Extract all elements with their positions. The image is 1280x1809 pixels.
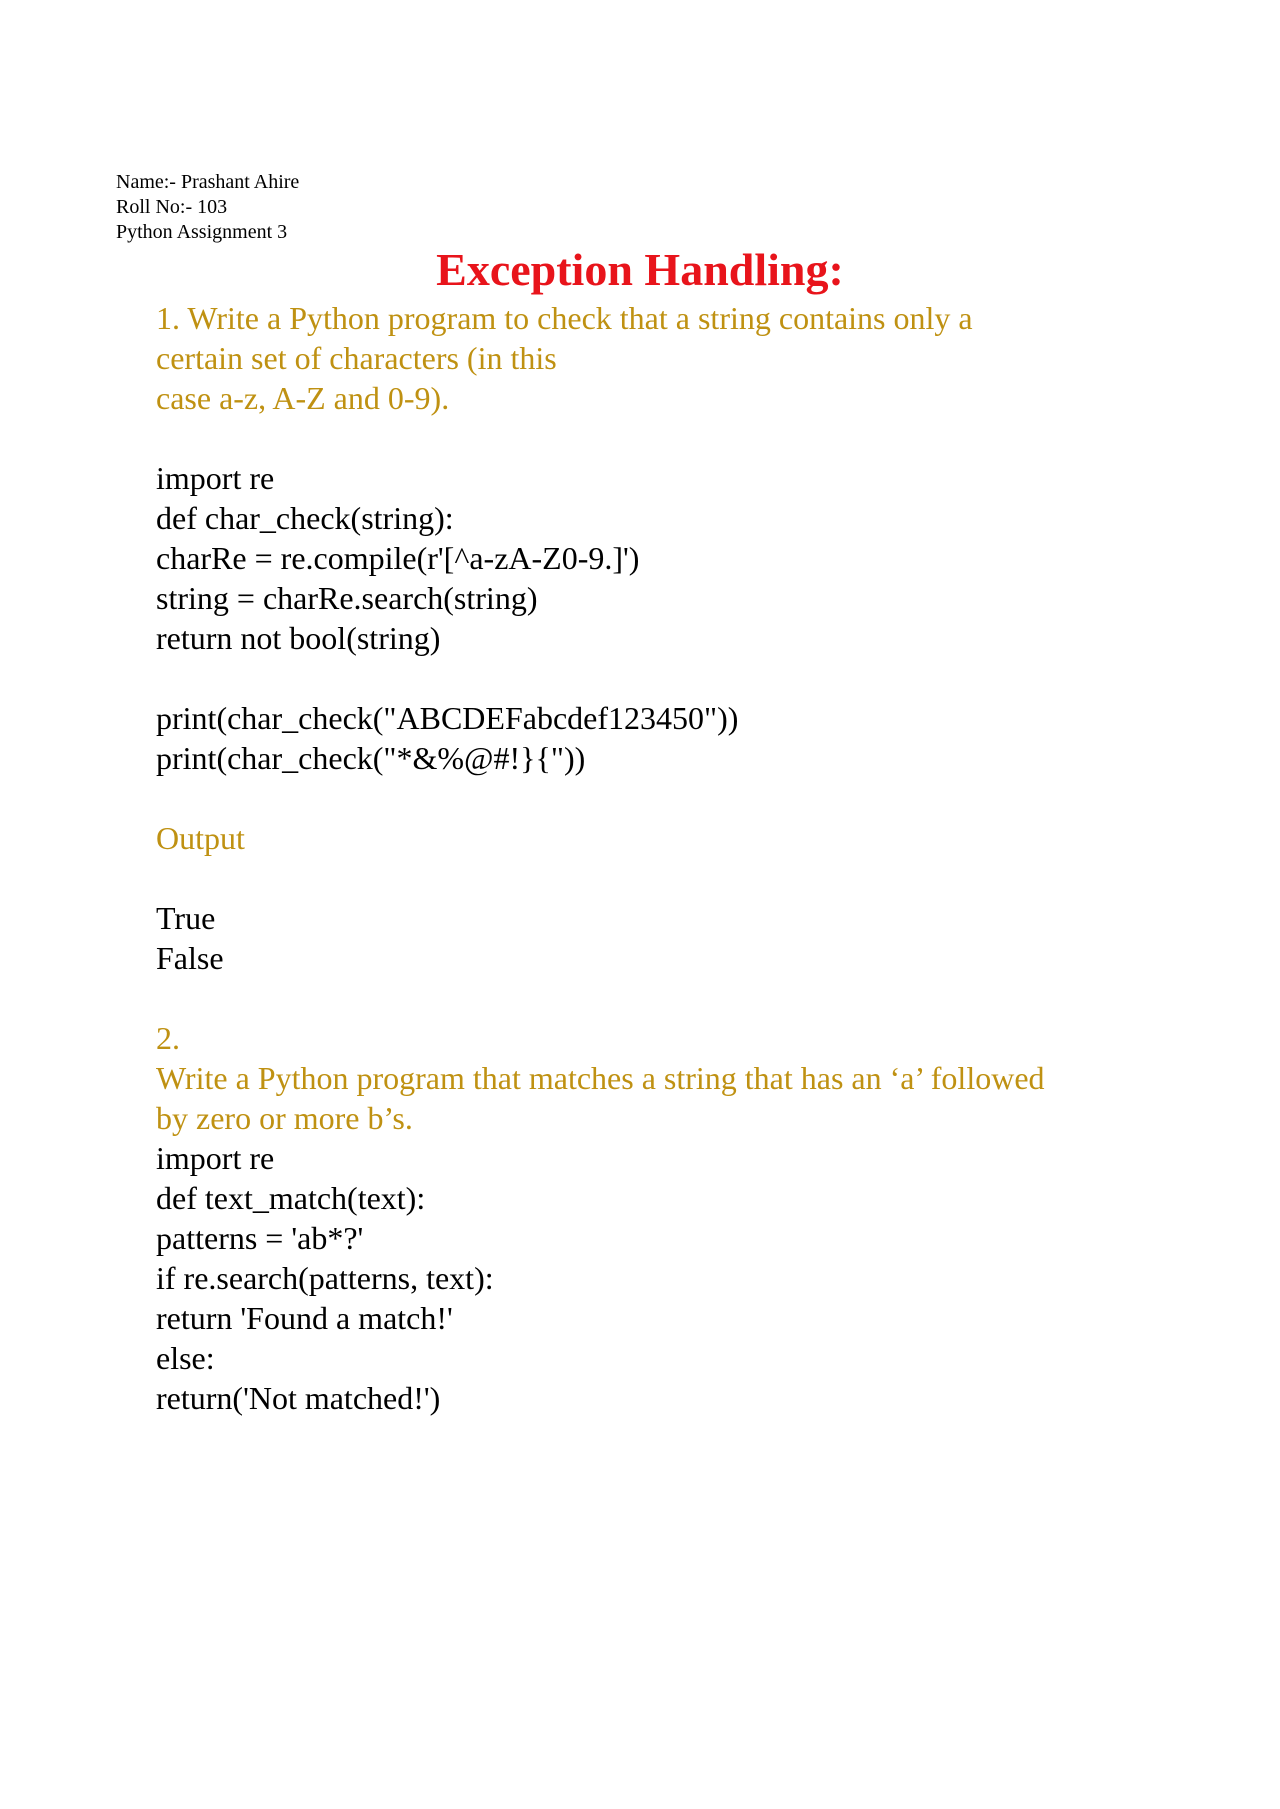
question-1-line: 1. Write a Python program to check that a string contains only a: [156, 300, 973, 336]
student-header: [116, 170, 299, 245]
question-2-line: Write a Python program that matches a string that has an ‘a’ followed: [156, 1060, 1045, 1096]
question-2-number: 2.: [156, 1020, 180, 1056]
spacer: [156, 858, 1236, 898]
code-line: import re: [156, 1140, 275, 1176]
student-name: Name:- Prashant Ahire: [116, 171, 300, 193]
code-line: patterns = 'ab*?': [156, 1220, 364, 1256]
code-line: charRe = re.compile(r'[^a-zA-Z0-9.]'): [156, 540, 640, 576]
output-line: True: [156, 900, 216, 936]
output-line: False: [156, 940, 224, 976]
output-label: Output: [156, 820, 245, 856]
code-line: if re.search(patterns, text):: [156, 1260, 494, 1296]
code-line: def text_match(text):: [156, 1180, 426, 1216]
assignment-title: Python Assignment 3: [116, 221, 288, 243]
code-line: else:: [156, 1340, 215, 1376]
question-1-line: certain set of characters (in this: [156, 340, 557, 376]
code-line: return not bool(string): [156, 620, 441, 656]
document-body: [156, 298, 1236, 1418]
code-line: return('Not matched!'): [156, 1380, 441, 1416]
spacer: [156, 658, 1236, 698]
spacer: [156, 778, 1236, 818]
code-line: print(char_check("ABCDEFabcdef123450")): [156, 700, 739, 736]
roll-number: Roll No:- 103: [116, 196, 228, 218]
code-line: print(char_check("*&%@#!}{")): [156, 740, 586, 776]
question-1-line: case a-z, A-Z and 0-9).: [156, 380, 450, 416]
spacer: [156, 418, 1236, 458]
spacer: [156, 978, 1236, 1018]
code-line: string = charRe.search(string): [156, 580, 538, 616]
code-line: def char_check(string):: [156, 500, 454, 536]
question-2-line: by zero or more b’s.: [156, 1100, 413, 1136]
page-title: Exception Handling:: [436, 244, 844, 295]
code-line: return 'Found a match!': [156, 1300, 453, 1336]
code-line: import re: [156, 460, 275, 496]
